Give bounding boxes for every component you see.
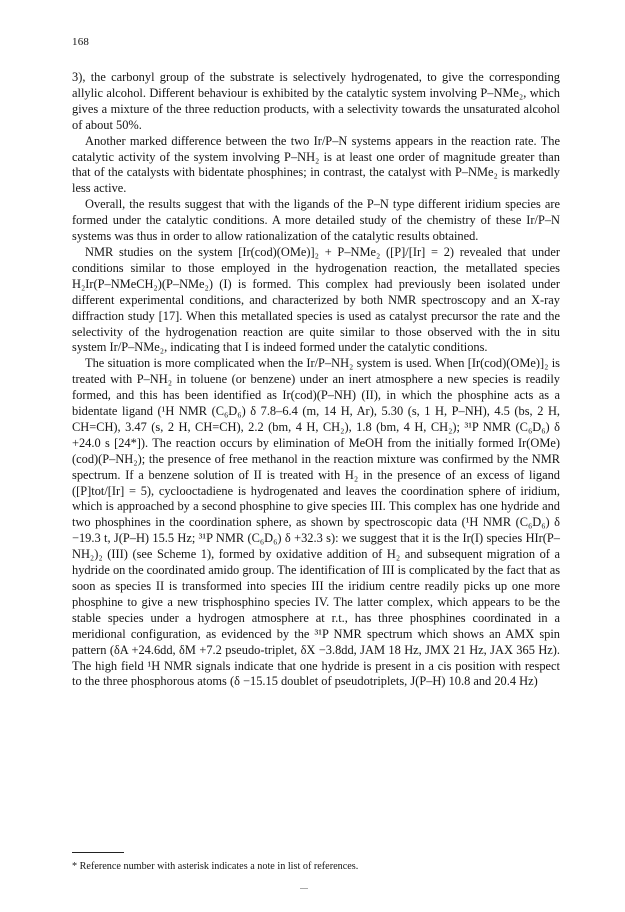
paragraph-3: Overall, the results suggest that with the ligands of the P–N type different iridium species are formed under the catalytic conditions. A more detailed study of the chemistry of these Ir/P–N systems was thus in order to allow rationalization of the catalytic results obtained.	[72, 197, 560, 244]
scan-mark	[300, 888, 308, 889]
paragraph-5: The situation is more complicated when the Ir/P–NH₂ system is used. When [Ir(cod)(OMe)]₂ is treated with P–NH₂ in toluene (or benzene) under an inert atmosphere a new species is readily formed, and this has been identified as Ir(cod)(P–NH) (II), in which the phosphine acts as a bidentate ligand (¹H NMR (C₆D₆) δ 7.8–6.4 (m, 14 H, Ar), 5.30 (s, 1 H, P–NH), 4.5 (bs, 2 H, CH=CH), 3.47 (s, 2 H, CH=CH), 2.2 (bm, 4 H, CH₂), 1.8 (bm, 4 H, CH₂); ³¹P NMR (C₆D₆) δ +24.0 s [24*]). The reaction occurs by elimination of MeOH from the initially formed Ir(OMe)(cod)(P–NH₂); the presence of free methanol in the reaction mixture was confirmed by the NMR spectrum. If a benzene solution of II is treated with H₂ in the presence of an excess of ligand ([P]tot/[Ir] = 5), cyclooctadiene is hydrogenated and leaves the coordination sphere of iridium, which is approached by a second phosphine to give species III. This complex has one hydride and two phosphines in the coordination sphere, as shown by spectroscopic data (¹H NMR (C₆D₆) δ −19.3 t, J(P–H) 15.5 Hz; ³¹P NMR (C₆D₆) δ +32.3 s): we suggest that it is the Ir(I) species HIr(P–NH₂)₂ (III) (see Scheme 1), formed by oxidative addition of H₂ and subsequent migration of a hydride on the coordinated amido group. The identification of III is complicated by the fact that as soon as species II is transformed into species III the iridium centre readily picks up one more phosphine to give a new trisphosphino species IV. The latter complex, which appears to be the stable species under a hydrogen atmosphere at r.t., has three phosphines coordinated in a meridional configuration, as evidenced by the ³¹P NMR spectrum which shows an AMX spin pattern (δA +24.6dd, δM +7.2 pseudo-triplet, δX −3.8dd, JAM 18 Hz, JMX 21 Hz, JAX 365 Hz). The high field ¹H NMR signals indicate that one hydride is present in a cis position with respect to the three phosphorous atoms (δ −15.15 doublet of pseudotriplets, J(P–H) 10.8 and 20.4 Hz)	[72, 356, 561, 689]
page-number: 168	[72, 36, 90, 48]
paragraph-2: Another marked difference between the two Ir/P–N systems appears in the reaction rate. The catalytic activity of the system involving P–NH₂ is at least one order of magnitude greater than that of the catalysts with bidentate phosphines; in contrast, the catalyst with P–NMe₂ is markedly less active.	[72, 133, 560, 196]
paragraph-1: 3), the carbonyl group of the substrate is selectively hydrogenated, to give the corresponding allylic alcohol. Different behaviour is exhibited by the catalytic system involving P–NMe₂, which gives a mixture of the three reduction products, with a selectivity towards the unsaturated alcohol of about 50%.	[72, 70, 560, 132]
article-body	[72, 70, 560, 690]
footnote-divider	[72, 852, 124, 853]
paragraph-4: NMR studies on the system [Ir(cod)(OMe)]₂ + P–NMe₂ ([P]/[Ir] = 2) revealed that under conditions similar to those employed in the hydrogenation reaction, the metallated species H₂Ir(P–NMeCH₂)(P–NMe₂) (I) is formed. This complex had previously been isolated under different experimental conditions, and characterized by both NMR spectroscopy and an X-ray diffraction study [17]. When this metallated species is used as catalyst precursor the rate and the selectivity of the hydrogenation reaction are quite similar to those observed with the in situ system Ir/P–NMe₂, indicating that I is indeed formed under the catalytic conditions.	[72, 244, 560, 355]
footnote: * Reference number with asterisk indicates a note in list of references.	[72, 861, 359, 872]
